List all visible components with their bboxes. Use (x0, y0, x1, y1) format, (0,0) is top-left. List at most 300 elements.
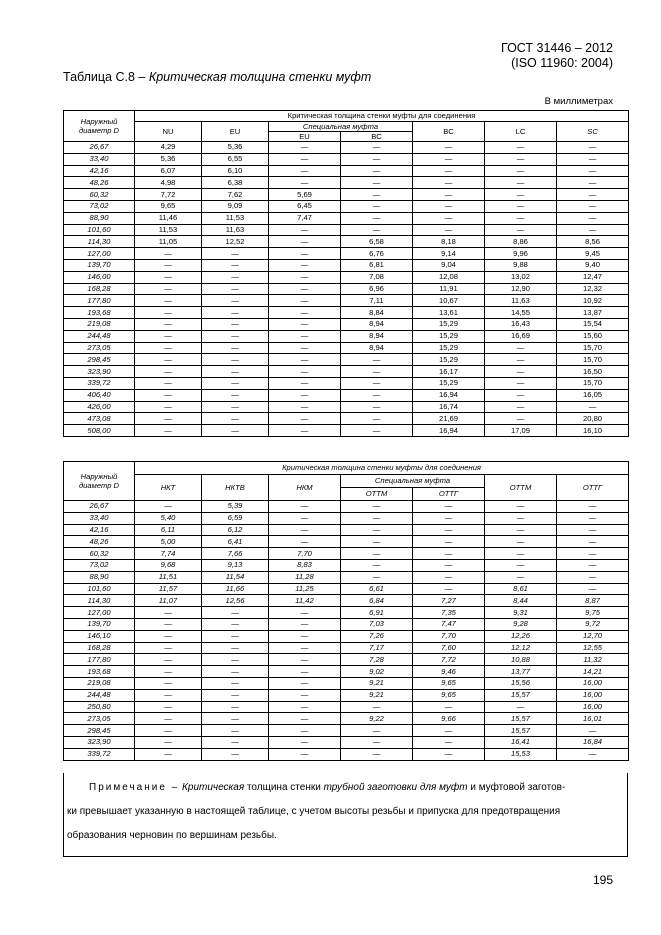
thickness-cell: — (485, 389, 557, 401)
thickness-cell: 15,70 (557, 342, 629, 354)
thickness-cell: 11,05 (135, 236, 202, 248)
thickness-cell: 10,92 (557, 295, 629, 307)
table-row (64, 548, 629, 560)
thickness-cell: — (341, 501, 413, 513)
thickness-cell: — (269, 666, 341, 678)
thickness-cell: — (485, 701, 557, 713)
thickness-cell: — (413, 548, 485, 560)
thickness-cell: — (269, 271, 341, 283)
thickness-cell: — (557, 748, 629, 760)
thickness-cell: — (485, 401, 557, 413)
thickness-cell: — (413, 736, 485, 748)
thickness-cell: — (135, 307, 202, 319)
thickness-cell: — (135, 389, 202, 401)
thickness-cell: 15,57 (485, 713, 557, 725)
thickness-cell: — (269, 618, 341, 630)
thickness-cell: 16,00 (557, 701, 629, 713)
note-text-2: толщина стенки (246, 782, 321, 793)
thickness-cell: — (341, 701, 413, 713)
column-group-header: Критическая толщина стенки муфты для соединения (135, 462, 629, 475)
thickness-cell: 9,66 (413, 713, 485, 725)
thickness-cell: — (269, 413, 341, 425)
thickness-cell: 13,61 (413, 307, 485, 319)
thickness-cell: — (485, 212, 557, 224)
thickness-cell: 11,54 (202, 571, 269, 583)
thickness-cell: — (341, 200, 413, 212)
thickness-cell: — (485, 165, 557, 177)
table-row (64, 583, 629, 595)
thickness-cell: 11,07 (135, 595, 202, 607)
thickness-cell: 12,08 (413, 271, 485, 283)
thickness-cell: 15,29 (413, 354, 485, 366)
thickness-cell: — (269, 536, 341, 548)
thickness-cell: 9,40 (557, 259, 629, 271)
thickness-cell: — (269, 236, 341, 248)
column-header-bc: BC (413, 122, 485, 142)
thickness-cell: — (202, 413, 269, 425)
thickness-cell: 9,14 (413, 248, 485, 260)
diameter-cell: 177,80 (64, 295, 135, 307)
thickness-cell: — (202, 307, 269, 319)
diameter-cell: 473,08 (64, 413, 135, 425)
thickness-cell: — (341, 189, 413, 201)
diameter-cell: 42,16 (64, 165, 135, 177)
thickness-cell: — (135, 654, 202, 666)
thickness-cell: — (269, 177, 341, 189)
thickness-cell: — (135, 713, 202, 725)
thickness-cell: — (557, 583, 629, 595)
thickness-cell: — (202, 630, 269, 642)
column-header-nkt: НКТ (135, 475, 202, 501)
diameter-cell: 244,48 (64, 689, 135, 701)
thickness-cell: — (269, 295, 341, 307)
thickness-cell: — (341, 524, 413, 536)
diameter-cell: 406,40 (64, 389, 135, 401)
column-header-special-ottm: ОТТМ (341, 488, 413, 501)
table-note (63, 773, 628, 857)
thickness-cell: — (135, 607, 202, 619)
thickness-cell: 11,57 (135, 583, 202, 595)
thickness-cell: — (269, 501, 341, 513)
diameter-cell: 168,28 (64, 283, 135, 295)
thickness-cell: — (413, 701, 485, 713)
thickness-cell: 12,47 (557, 271, 629, 283)
thickness-cell: 7,08 (341, 271, 413, 283)
iso-reference: (ISO 11960: 2004) (511, 56, 613, 70)
thickness-cell: — (269, 725, 341, 737)
diameter-cell: 127,00 (64, 607, 135, 619)
thickness-cell: — (341, 212, 413, 224)
column-header-special-bc: BC (341, 132, 413, 142)
thickness-cell: 6,45 (269, 200, 341, 212)
thickness-cell: — (341, 413, 413, 425)
thickness-cell: — (269, 642, 341, 654)
thickness-cell: 15,29 (413, 318, 485, 330)
thickness-cell: 9,65 (135, 200, 202, 212)
table-row (64, 413, 629, 425)
table-row (64, 224, 629, 236)
diameter-cell: 219,08 (64, 677, 135, 689)
document-number: ГОСТ 31446 – 2012 (501, 41, 613, 55)
thickness-cell: — (135, 501, 202, 513)
thickness-cell: — (202, 677, 269, 689)
thickness-cell: — (269, 330, 341, 342)
thickness-cell: 8,83 (269, 559, 341, 571)
thickness-cell: 9,31 (485, 607, 557, 619)
thickness-cell: 6,76 (341, 248, 413, 260)
thickness-cell: 8,86 (485, 236, 557, 248)
thickness-cell: 13,02 (485, 271, 557, 283)
thickness-cell: 9,13 (202, 559, 269, 571)
thickness-cell: — (135, 401, 202, 413)
thickness-cell: 5,36 (202, 142, 269, 154)
thickness-cell: 13,77 (485, 666, 557, 678)
thickness-cell: 6,38 (202, 177, 269, 189)
thickness-cell: — (413, 524, 485, 536)
diameter-cell: 26,67 (64, 142, 135, 154)
column-subgroup-special: Специальная муфта (269, 122, 413, 132)
table-row (64, 248, 629, 260)
table-title (63, 70, 371, 84)
table-row (64, 630, 629, 642)
thickness-cell: — (341, 165, 413, 177)
thickness-cell: — (485, 413, 557, 425)
thickness-cell: — (341, 389, 413, 401)
thickness-cell: 6,12 (202, 524, 269, 536)
diameter-cell: 127,00 (64, 248, 135, 260)
thickness-cell: — (269, 248, 341, 260)
table-row (64, 283, 629, 295)
thickness-cell: 6,81 (341, 259, 413, 271)
thickness-cell: — (135, 354, 202, 366)
diameter-cell: 273,05 (64, 713, 135, 725)
thickness-cell: — (269, 354, 341, 366)
table-row (64, 666, 629, 678)
thickness-cell: — (557, 401, 629, 413)
thickness-cell: — (135, 425, 202, 437)
thickness-cell: — (413, 177, 485, 189)
table-row (64, 736, 629, 748)
column-header-eu: EU (202, 122, 269, 142)
thickness-cell: 16,17 (413, 366, 485, 378)
thickness-cell: 16,74 (413, 401, 485, 413)
thickness-cell: — (269, 689, 341, 701)
table-row (64, 524, 629, 536)
thickness-cell: — (202, 259, 269, 271)
column-header-lc: LC (485, 122, 557, 142)
thickness-cell: — (341, 377, 413, 389)
thickness-cell: — (269, 142, 341, 154)
thickness-cell: 12,56 (202, 595, 269, 607)
thickness-cell: 7,17 (341, 642, 413, 654)
thickness-cell: — (269, 401, 341, 413)
thickness-cell: — (269, 283, 341, 295)
thickness-cell: — (269, 654, 341, 666)
thickness-cell: 9,65 (413, 677, 485, 689)
table-row (64, 330, 629, 342)
thickness-cell: — (485, 142, 557, 154)
thickness-cell: 9,46 (413, 666, 485, 678)
thickness-cell: — (269, 165, 341, 177)
note-text-3: трубной заготовки для муфт (323, 782, 468, 793)
thickness-cell: — (202, 342, 269, 354)
thickness-cell: — (269, 701, 341, 713)
column-header-sc: SC (557, 122, 629, 142)
thickness-cell: 9,96 (485, 248, 557, 260)
thickness-cell: 5,69 (269, 189, 341, 201)
thickness-cell: — (269, 389, 341, 401)
thickness-cell: 15,29 (413, 377, 485, 389)
thickness-cell: — (269, 224, 341, 236)
thickness-cell: 4,29 (135, 142, 202, 154)
thickness-cell: — (202, 318, 269, 330)
thickness-cell: — (557, 548, 629, 560)
thickness-cell: 7,66 (202, 548, 269, 560)
diameter-cell: 139,70 (64, 259, 135, 271)
table-row (64, 142, 629, 154)
column-header-special-ottg: ОТТГ (413, 488, 485, 501)
table-row (64, 295, 629, 307)
thickness-cell: 8,87 (557, 595, 629, 607)
thickness-cell: — (485, 524, 557, 536)
thickness-cell: — (135, 318, 202, 330)
thickness-cell: 7,74 (135, 548, 202, 560)
thickness-cell: 17,09 (485, 425, 557, 437)
thickness-cell: 15,70 (557, 354, 629, 366)
thickness-cell: — (202, 425, 269, 437)
thickness-cell: 7,47 (269, 212, 341, 224)
thickness-table-2 (63, 461, 629, 761)
diameter-cell: 298,45 (64, 725, 135, 737)
thickness-cell: — (557, 501, 629, 513)
thickness-cell: — (269, 425, 341, 437)
table-row (64, 607, 629, 619)
diameter-cell: 219,08 (64, 318, 135, 330)
thickness-cell: — (485, 548, 557, 560)
thickness-cell: — (557, 512, 629, 524)
diameter-cell: 48,26 (64, 536, 135, 548)
thickness-cell: 14,21 (557, 666, 629, 678)
thickness-cell: — (202, 607, 269, 619)
thickness-cell: 8,56 (557, 236, 629, 248)
diameter-cell: 168,28 (64, 642, 135, 654)
note-text-4: и муфтовой заготов- (470, 782, 566, 793)
thickness-cell: — (202, 248, 269, 260)
diameter-cell: 88,90 (64, 212, 135, 224)
table-row (64, 200, 629, 212)
thickness-cell: — (269, 318, 341, 330)
thickness-cell: — (557, 571, 629, 583)
thickness-cell: — (557, 536, 629, 548)
thickness-cell: — (341, 153, 413, 165)
diameter-cell: 101,60 (64, 583, 135, 595)
thickness-cell: 9,21 (341, 689, 413, 701)
thickness-cell: — (135, 630, 202, 642)
column-header-special-eu: EU (269, 132, 341, 142)
table-row (64, 536, 629, 548)
thickness-cell: 5,00 (135, 536, 202, 548)
thickness-cell: — (413, 212, 485, 224)
thickness-cell: 16,84 (557, 736, 629, 748)
thickness-cell: — (269, 524, 341, 536)
thickness-cell: 9,72 (557, 618, 629, 630)
thickness-cell: 11,28 (269, 571, 341, 583)
thickness-cell: — (341, 548, 413, 560)
column-header-nkm: НКМ (269, 475, 341, 501)
units-label: В миллиметрах (544, 96, 613, 107)
thickness-cell: — (202, 330, 269, 342)
thickness-cell: 6,10 (202, 165, 269, 177)
diameter-cell: 244,48 (64, 330, 135, 342)
diameter-cell: 26,67 (64, 501, 135, 513)
diameter-cell: 193,68 (64, 666, 135, 678)
thickness-cell: 11,42 (269, 595, 341, 607)
thickness-cell: — (202, 377, 269, 389)
thickness-cell: 9,21 (341, 677, 413, 689)
table-row (64, 318, 629, 330)
thickness-cell: 11,25 (269, 583, 341, 595)
diameter-cell: 323,90 (64, 736, 135, 748)
table-row (64, 212, 629, 224)
thickness-cell: — (269, 736, 341, 748)
thickness-cell: — (135, 295, 202, 307)
thickness-cell: — (135, 736, 202, 748)
thickness-cell: 9,88 (485, 259, 557, 271)
thickness-cell: 5,36 (135, 153, 202, 165)
thickness-cell: 16,69 (485, 330, 557, 342)
thickness-cell: — (202, 295, 269, 307)
thickness-cell: 15,57 (485, 725, 557, 737)
table-row (64, 425, 629, 437)
thickness-cell: 10,67 (413, 295, 485, 307)
thickness-cell: — (485, 224, 557, 236)
table-row (64, 189, 629, 201)
thickness-cell: 5,39 (202, 501, 269, 513)
thickness-cell: 15,70 (557, 377, 629, 389)
table-row (64, 307, 629, 319)
thickness-cell: 16,01 (557, 713, 629, 725)
thickness-cell: 8,94 (341, 330, 413, 342)
note-line-3: образования черновин по вершинам резьбы. (67, 830, 277, 841)
thickness-cell: 15,57 (485, 689, 557, 701)
thickness-cell: 6,91 (341, 607, 413, 619)
thickness-cell: 7,70 (269, 548, 341, 560)
column-header-diameter: Наружный диаметр D (64, 462, 135, 501)
table-row (64, 748, 629, 760)
thickness-cell: — (202, 354, 269, 366)
thickness-cell: 9,09 (202, 200, 269, 212)
thickness-cell: 8,44 (485, 595, 557, 607)
thickness-cell: 15,53 (485, 748, 557, 760)
table-row (64, 342, 629, 354)
table-row (64, 389, 629, 401)
thickness-cell: 15,29 (413, 342, 485, 354)
thickness-cell: — (413, 512, 485, 524)
table-row (64, 377, 629, 389)
diameter-cell: 73,02 (64, 559, 135, 571)
thickness-cell: — (341, 559, 413, 571)
diameter-cell: 339,72 (64, 748, 135, 760)
thickness-cell: — (202, 736, 269, 748)
table-row (64, 713, 629, 725)
thickness-cell: — (341, 512, 413, 524)
thickness-cell: 7,11 (341, 295, 413, 307)
diameter-cell: 139,70 (64, 618, 135, 630)
diameter-cell: 33,40 (64, 512, 135, 524)
thickness-cell: — (202, 666, 269, 678)
thickness-cell: — (135, 642, 202, 654)
thickness-cell: — (341, 425, 413, 437)
thickness-cell: 20,80 (557, 413, 629, 425)
thickness-cell: 8,94 (341, 342, 413, 354)
diameter-cell: 177,80 (64, 654, 135, 666)
thickness-cell: 9,22 (341, 713, 413, 725)
thickness-cell: — (341, 224, 413, 236)
thickness-cell: 6,41 (202, 536, 269, 548)
table-row (64, 401, 629, 413)
thickness-cell: 14,55 (485, 307, 557, 319)
thickness-cell: — (135, 677, 202, 689)
thickness-cell: — (202, 618, 269, 630)
thickness-cell: 16,94 (413, 389, 485, 401)
thickness-cell: — (269, 748, 341, 760)
thickness-cell: 6,55 (202, 153, 269, 165)
thickness-cell: — (557, 725, 629, 737)
thickness-cell: 7,03 (341, 618, 413, 630)
thickness-cell: — (557, 200, 629, 212)
thickness-cell: — (485, 512, 557, 524)
diameter-cell: 426,00 (64, 401, 135, 413)
column-header-ottg: ОТТГ (557, 475, 629, 501)
thickness-cell: 16,05 (557, 389, 629, 401)
thickness-cell: 9,02 (341, 666, 413, 678)
diameter-cell: 250,80 (64, 701, 135, 713)
thickness-cell: 8,94 (341, 318, 413, 330)
thickness-cell: — (135, 413, 202, 425)
table-row (64, 559, 629, 571)
table-1-body (64, 142, 629, 437)
diameter-cell: 323,90 (64, 366, 135, 378)
thickness-cell: 15,56 (485, 677, 557, 689)
thickness-cell: — (135, 248, 202, 260)
thickness-cell: 11,53 (135, 224, 202, 236)
thickness-cell: 7,26 (341, 630, 413, 642)
thickness-cell: — (341, 571, 413, 583)
thickness-cell: — (135, 259, 202, 271)
thickness-cell: 15,60 (557, 330, 629, 342)
thickness-cell: 6,84 (341, 595, 413, 607)
table-row (64, 236, 629, 248)
table-label: Таблица С.8 – (63, 70, 146, 84)
note-label: Примечание – (89, 782, 180, 793)
thickness-table-1 (63, 110, 629, 437)
table-2-body (64, 501, 629, 761)
thickness-cell: — (413, 725, 485, 737)
thickness-cell: — (413, 224, 485, 236)
table-caption: Критическая толщина стенки муфт (148, 70, 372, 84)
thickness-cell: 7,72 (413, 654, 485, 666)
table-row (64, 595, 629, 607)
thickness-cell: 12,52 (202, 236, 269, 248)
thickness-cell: 11,63 (202, 224, 269, 236)
thickness-cell: — (557, 524, 629, 536)
thickness-cell: — (413, 571, 485, 583)
table-row (64, 153, 629, 165)
table-row (64, 512, 629, 524)
thickness-cell: 9,65 (413, 689, 485, 701)
thickness-cell: — (135, 748, 202, 760)
thickness-cell: — (202, 271, 269, 283)
